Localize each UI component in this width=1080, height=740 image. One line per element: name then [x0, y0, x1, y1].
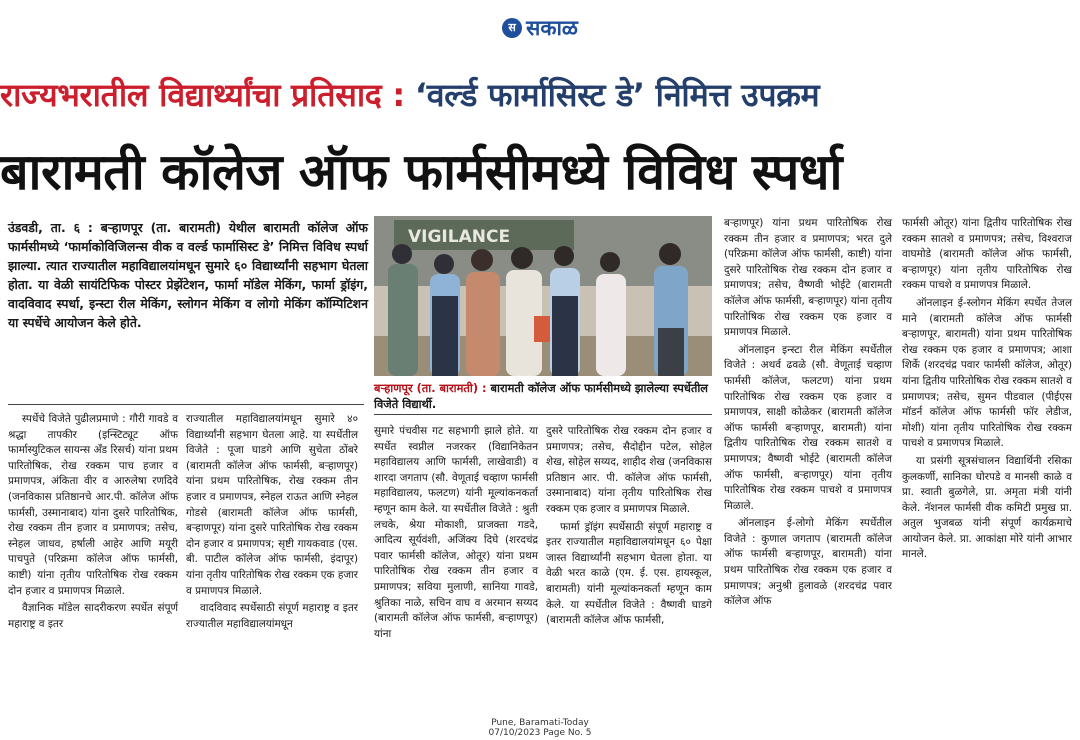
paragraph: वादविवाद स्पर्धेसाठी संपूर्ण महाराष्ट्र व इतर राज्यातील महाविद्यालयांमधून: [186, 602, 358, 630]
paragraph: फार्मा ड्रॉइंग स्पर्धेसाठी संपूर्ण महाराष्ट्र व इतर राज्यातील महाविद्यालयांमधून ६० पेक्षा जास्त विद्यार्थ्यांनी सहभाग घेतला होता. या वेळी भरत काळे (एम. ई. एस. हायस्कूल, बारामती) यांनी मूल्यांकनकर्ता म्हणून काम केले. या स्पर्धेतील विजेते : वैष्णवी घाडगे (बारामती कॉलेज ऑफ फार्मसी,: [546, 520, 712, 627]
column-3: [374, 424, 538, 644]
masthead: [0, 16, 1080, 42]
logo-mark: स: [502, 18, 522, 38]
sakal-logo: [502, 17, 578, 39]
paragraph: सुमारे पंचवीस गट सहभागी झाले होते. या स्पर्धेत स्वप्नील नजरकर (विद्यानिकेतन महाविद्यालय आणि फार्मसी, लाखेवाडी) व शारदा जगताप (सौ. वेणूताई चव्हाण फार्मसी महाविद्यालय, फलटण) यांनी मूल्यांकनकर्ता म्हणून काम केले. या स्पर्धेतील विजेते : श्रुती लचके, श्रेया मोकाशी, प्राजक्ता गडदे, आदित्य सूर्यवंशी, अजिंक्य दिघे (शरदचंद्र पवार फार्मसी कॉलेज, ओतूर) यांना प्रथम पारितोषिक रोख रक्कम तीन हजार व प्रमाणपत्र; सविया मुलाणी, सानिया गावडे, श्रुतिका नाळे, सचिन वाघ व अरमान सय्यद (बारामती कॉलेज ऑफ फार्मसी, बऱ्हाणपूर) यांना: [374, 425, 538, 640]
paragraph: फार्मसी ओतूर) यांना द्वितीय पारितोषिक रोख रक्कम सातशे व प्रमाणपत्र; तसेच, विश्वराज वाघमोडे (बारामती कॉलेज ऑफ फार्मसी, बऱ्हाणपूर) यांना तृतीय पारितोषिक रोख रक्कम पाचशे व प्रमाणपत्र मिळाले.: [902, 217, 1072, 292]
caption-text: बारामती कॉलेज ऑफ फार्मसीमध्ये झालेल्या स्पर्धेतील विजेते विद्यार्थी.: [374, 381, 709, 411]
winners-photo: [374, 216, 712, 376]
paragraph: स्पर्धेचे विजेते पुढीलप्रमाणे : गौरी गावडे व श्रद्धा तापकीर (इन्स्टिट्यूट ऑफ फार्मास्युटिकल सायन्स अँड रिसर्च) यांना प्रथम पारितोषिक, रोख रक्कम पाच हजार व प्रमाणपत्र, अंकिता वीर व आरुलेषा रणदिवे (जनविकास प्रतिष्ठानचे आर.पी. कॉलेज ऑफ फार्मसी, उस्मानाबाद) यांना दुसरे पारितोषिक, रोख रक्कम तीन हजार व प्रमाणपत्र; तसेच, स्नेहल जाधव, हर्षाली आहेर आणि मयूरी पाचपुते (परिक्रमा कॉलेज ऑफ फार्मसी, काष्टी) यांना तृतीय पारितोषिक रोख रक्कम दोन हजार व प्रमाणपत्र मिळाले.: [8, 413, 178, 597]
paragraph: राज्यातील महाविद्यालयांमधून सुमारे ४० विद्यार्थ्यांनी सहभाग घेतला आहे. या स्पर्धेतील विजेते : पूजा घाडगे आणि सुचेता ठोंबरे (बारामती कॉलेज ऑफ फार्मसी, बऱ्हाणपूर) यांना प्रथम पारितोषिक, रोख रक्कम तीन हजार व प्रमाणपत्र, स्नेहल राऊत आणि स्नेहल गोडसे (बारामती कॉलेज ऑफ फार्मसी, बऱ्हाणपूर) यांना दुसरे पारितोषिक रोख रक्कम दोन हजार व प्रमाणपत्र; सृष्टी गायकवाड (एस. बी. पाटील कॉलेज ऑफ फार्मसी, इंदापूर) यांना तृतीय पारितोषिक रोख रक्कम एक हजार व प्रमाणपत्र मिळाले.: [186, 413, 358, 597]
headline: बारामती कॉलेज ऑफ फार्मसीमध्ये विविध स्पर्धा: [0, 143, 842, 201]
photo-banner-text: VIGILANCE: [408, 227, 511, 247]
column-6: [902, 216, 1072, 565]
kicker-red: राज्यभरातील विद्यार्थ्यांचा प्रतिसाद :: [0, 75, 405, 114]
paragraph: ऑनलाइन ई-स्लोगन मेकिंग स्पर्धेत तेजल माने (बारामती कॉलेज ऑफ फार्मसी बऱ्हाणपूर, बारामती) यांना प्रथम पारितोषिक रोख रक्कम एक हजार व प्रमाणपत्र; आशा शिर्के (शरदचंद्र पवार फार्मसी कॉलेज, ओतूर) यांना द्वितीय पारितोषिक रोख रक्कम सातशे व प्रमाणपत्र; तसेच, सुमन पीडवाल (पीईएस मॉडर्न कॉलेज ऑफ फार्मसी फॉर लेडीज, मोशी) यांना तृतीय पारितोषिक रोख रक्कम पाचशे व प्रमाणपत्र मिळाले.: [902, 296, 1072, 450]
column-4: [546, 424, 712, 631]
kicker-blue: ‘वर्ल्ड फार्मासिस्ट डे’ निमित्त उपक्रम: [414, 75, 820, 114]
column-2: [186, 412, 358, 634]
photo-caption: [374, 380, 712, 412]
paragraph: या प्रसंगी सूत्रसंचालन विद्यार्थिनी रसिका कुलकर्णी, सानिका घोरपडे व मानसी काळे व प्रा. स्वाती बुळगेले, प्रा. अमृता मंत्री यांनी केले. नॅशनल फार्मसी वीक कमिटी प्रमुख प्रा. अतुल भुजबळ यांनी संपूर्ण कार्यक्रमाचे आयोजन केले. प्रा. आकांक्षा मोरे यांनी आभार मानले.: [902, 454, 1072, 561]
footer-edition: Pune, Baramati-Today: [491, 718, 589, 728]
lead-paragraph: उंडवडी, ता. ६ : बऱ्हाणपूर (ता. बारामती) येथील बारामती कॉलेज ऑफ फार्मसीमध्ये ‘फार्माकोविजिलन्स वीक व वर्ल्ड फार्मासिस्ट डे’ निमित्त विविध स्पर्धा झाल्या. त्यात राज्यातील महाविद्यालयांमधून सुमारे ६० विद्यार्थ्यांनी सहभाग घेतला होता. या वेळी सायंटिफिक पोस्टर प्रेझेंटेशन, फार्मा मॉडेल मेकिंग, फार्मा ड्रॉइंग, वादविवाद स्पर्धा, इन्स्टा रील मेकिंग, स्लोगन मेकिंग व लोगो मेकिंग कॉम्पिटिशन या स्पर्धेचे आयोजन केले होते.: [8, 220, 368, 330]
paragraph: दुसरे पारितोषिक रोख रक्कम दोन हजार व प्रमाणपत्र; तसेच, सैदोद्दीन पटेल, सोहेल शेख, सोहेल सय्यद, शाहीद शेख (जनविकास प्रतिष्ठान आर. पी. कॉलेज ऑफ फार्मसी, उस्मानाबाद) यांना तृतीय पारितोषिक रोख रक्कम एक हजार व प्रमाणपत्र मिळाले.: [546, 425, 712, 515]
kicker-line: [0, 72, 1080, 116]
logo-text: सकाळ: [526, 15, 578, 40]
winners-photo-graphic: [374, 216, 712, 376]
lead-divider: [8, 404, 364, 405]
column-5: [724, 216, 892, 612]
page-footer: [0, 718, 1080, 738]
paragraph: वैज्ञानिक मॉडेल सादरीकरण स्पर्धेत संपूर्ण महाराष्ट्र व इतर: [8, 602, 178, 630]
footer-date-page: 07/10/2023 Page No. 5: [488, 728, 592, 738]
paragraph: बऱ्हाणपूर) यांना प्रथम पारितोषिक रोख रक्कम तीन हजार व प्रमाणपत्र; भरत दुले (परिक्रमा कॉलेज ऑफ फार्मसी, काष्टी) यांना दुसरे पारितोषिक रोख रक्कम दोन हजार व प्रमाणपत्र; तसेच, वैष्णवी भोईटे (बारामती कॉलेज ऑफ फार्मसी, बऱ्हाणपूर) यांना तृतीय पारितोषिक रोख रक्कम एक हजार व प्रमाणपत्र मिळाले.: [724, 217, 892, 339]
column-1: [8, 412, 178, 634]
paragraph: ऑनलाइन ई-लोगो मेकिंग स्पर्धेतील विजेते : कुणाल जगताप (बारामती कॉलेज ऑफ फार्मसी बऱ्हाणपूर, बारामती) यांना प्रथम पारितोषिक रोख रक्कम एक हजार व प्रमाणपत्र; अनुश्री हुलावळे (शरदचंद्र पवार कॉलेज ऑफ: [724, 517, 892, 608]
caption-divider: [374, 414, 712, 415]
paragraph: ऑनलाइन इन्स्टा रील मेकिंग स्पर्धेतील विजेते : अथर्व ढवळे (सौ. वेणूताई चव्हाण फार्मसी कॉलेज, फलटण) यांना प्रथम पारितोषिक रोख रक्कम एक हजार व प्रमाणपत्र, साक्षी कोळेकर (बारामती कॉलेज ऑफ फार्मसी बऱ्हाणपूर, बारामती) यांना द्वितीय पारितोषिक रोख रक्कम सातशे व प्रमाणपत्र; वैष्णवी भोईटे (बारामती कॉलेज ऑफ फार्मसी, बऱ्हाणपूर) यांना तृतीय पारितोषिक रोख रक्कम पाचशे व प्रमाणपत्र मिळाले.: [724, 343, 892, 512]
caption-location: बऱ्हाणपूर (ता. बारामती) :: [374, 381, 487, 395]
